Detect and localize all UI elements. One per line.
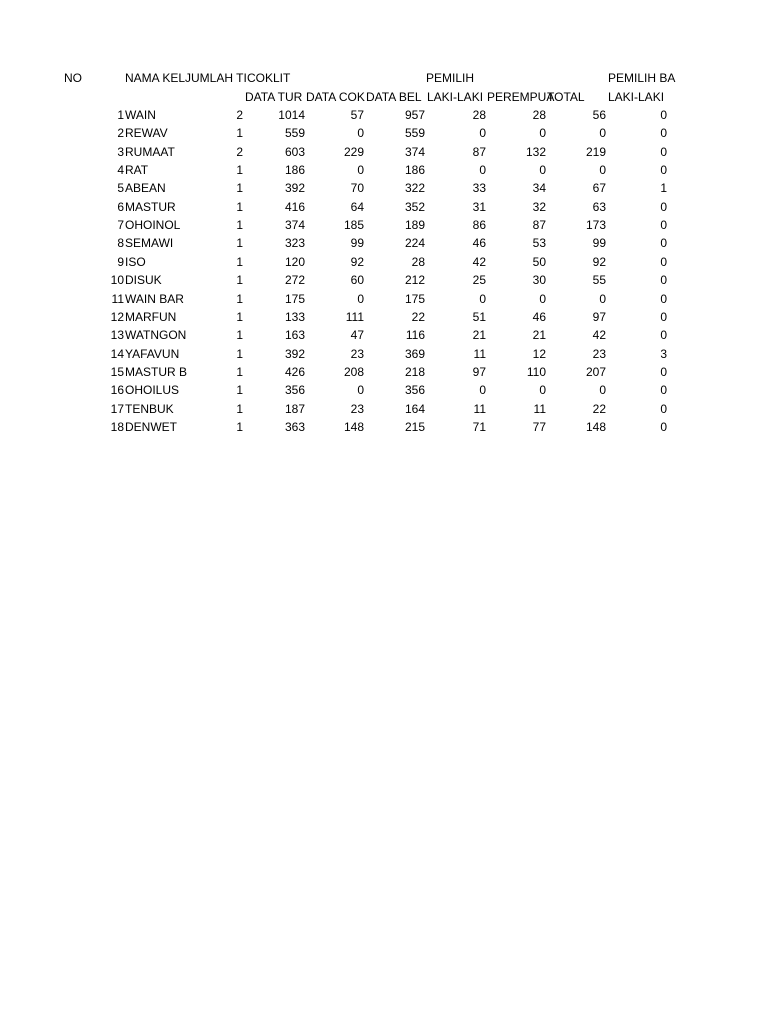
cell-data-turun: 186 xyxy=(284,163,305,178)
cell-no: 7 xyxy=(117,218,124,233)
cell-data-coklit: 148 xyxy=(343,419,364,434)
cell-laki-laki: 0 xyxy=(479,163,486,178)
cell-data-turun: 120 xyxy=(284,254,305,269)
header-coklit: COKLIT xyxy=(247,71,291,85)
cell-data-turun: 426 xyxy=(284,364,305,379)
cell-total: 0 xyxy=(599,163,606,178)
header-data-belum: DATA BEL xyxy=(366,90,422,104)
cell-baru-laki-laki: 0 xyxy=(660,273,667,288)
cell-data-belum: 374 xyxy=(404,144,425,159)
cell-total: 67 xyxy=(592,181,606,196)
cell-baru-laki-laki: 0 xyxy=(660,126,667,141)
cell-nama: SEMAWI xyxy=(125,236,174,251)
cell-nama: ABEAN xyxy=(125,181,166,196)
cell-tps: 1 xyxy=(236,364,243,379)
cell-data-turun: 356 xyxy=(284,383,305,398)
cell-nama: YAFAVUN xyxy=(125,346,180,361)
cell-nama: WAIN xyxy=(125,108,156,122)
table-row xyxy=(0,253,768,271)
cell-laki-laki: 87 xyxy=(472,144,486,159)
cell-data-belum: 322 xyxy=(404,181,425,196)
cell-tps: 1 xyxy=(236,383,243,398)
header-laki-laki: LAKI-LAKI xyxy=(427,90,484,104)
header-nama-kel: NAMA KEL xyxy=(125,71,186,85)
cell-total: 97 xyxy=(592,309,606,324)
cell-data-turun: 392 xyxy=(284,346,305,361)
cell-data-belum: 559 xyxy=(404,126,425,141)
cell-laki-laki: 97 xyxy=(472,364,486,379)
table-row xyxy=(0,418,768,436)
cell-data-turun: 603 xyxy=(284,144,305,159)
cell-nama: ISO xyxy=(125,254,146,269)
cell-no: 17 xyxy=(110,401,124,416)
cell-total: 63 xyxy=(592,199,606,214)
table-row xyxy=(0,198,768,216)
table-row xyxy=(0,363,768,381)
header-laki-laki-baru: LAKI-LAKI xyxy=(608,90,665,104)
cell-baru-laki-laki: 0 xyxy=(660,383,667,398)
cell-tps: 1 xyxy=(236,181,243,196)
cell-data-turun: 559 xyxy=(284,126,305,141)
cell-data-turun: 392 xyxy=(284,181,305,196)
cell-data-coklit: 57 xyxy=(350,108,364,122)
cell-total: 0 xyxy=(599,126,606,141)
cell-laki-laki: 21 xyxy=(472,328,486,343)
cell-total: 219 xyxy=(585,144,606,159)
header-pemilih: PEMILIH xyxy=(425,71,474,85)
cell-baru-laki-laki: 3 xyxy=(660,346,667,361)
cell-baru-laki-laki: 0 xyxy=(660,163,667,178)
cell-perempuan: 12 xyxy=(532,346,546,361)
cell-data-belum: 224 xyxy=(404,236,425,251)
cell-tps: 1 xyxy=(236,291,243,306)
cell-laki-laki: 0 xyxy=(479,291,486,306)
cell-nama: MARFUN xyxy=(125,309,177,324)
cell-total: 23 xyxy=(592,346,606,361)
cell-tps: 1 xyxy=(236,346,243,361)
table-row xyxy=(0,124,768,142)
cell-baru-laki-laki: 0 xyxy=(660,108,667,122)
cell-no: 14 xyxy=(110,346,124,361)
cell-baru-laki-laki: 0 xyxy=(660,199,667,214)
cell-laki-laki: 86 xyxy=(472,218,486,233)
cell-baru-laki-laki: 0 xyxy=(660,364,667,379)
cell-no: 11 xyxy=(111,291,124,306)
cell-data-turun: 416 xyxy=(284,199,305,214)
cell-data-coklit: 0 xyxy=(357,126,364,141)
cell-data-belum: 116 xyxy=(405,328,425,343)
cell-perempuan: 132 xyxy=(525,144,546,159)
cell-data-turun: 133 xyxy=(284,309,305,324)
cell-laki-laki: 11 xyxy=(473,401,486,416)
cell-laki-laki: 51 xyxy=(472,309,486,324)
cell-data-coklit: 185 xyxy=(343,218,364,233)
cell-laki-laki: 31 xyxy=(472,199,486,214)
cell-nama: WATNGON xyxy=(125,328,187,343)
cell-tps: 1 xyxy=(236,309,243,324)
cell-laki-laki: 46 xyxy=(472,236,486,251)
header-data-coklit: DATA COK xyxy=(306,90,365,104)
cell-data-belum: 28 xyxy=(411,254,425,269)
cell-tps: 2 xyxy=(236,144,243,159)
cell-data-coklit: 0 xyxy=(357,383,364,398)
table-row xyxy=(0,106,768,124)
header-perempuan: PEREMPUA xyxy=(487,90,555,104)
table-row xyxy=(0,345,768,363)
table-row xyxy=(0,400,768,418)
cell-laki-laki: 0 xyxy=(479,383,486,398)
cell-baru-laki-laki: 0 xyxy=(660,328,667,343)
cell-data-turun: 323 xyxy=(284,236,305,251)
cell-no: 15 xyxy=(110,364,124,379)
cell-laki-laki: 71 xyxy=(472,419,486,434)
cell-perempuan: 21 xyxy=(532,328,546,343)
cell-data-turun: 163 xyxy=(284,328,305,343)
cell-perempuan: 30 xyxy=(532,273,546,288)
cell-perempuan: 77 xyxy=(532,419,546,434)
cell-no: 18 xyxy=(110,419,124,434)
cell-no: 3 xyxy=(117,144,124,159)
header-jumlah-tps: JUMLAH TI xyxy=(185,71,247,85)
cell-no: 13 xyxy=(110,328,124,343)
header-pemilih-baru: PEMILIH BA xyxy=(608,71,676,85)
cell-baru-laki-laki: 0 xyxy=(660,419,667,434)
cell-nama: OHOILUS xyxy=(125,383,180,398)
cell-perempuan: 34 xyxy=(532,181,546,196)
cell-perempuan: 0 xyxy=(539,383,546,398)
header-data-turun: DATA TUR xyxy=(245,90,303,104)
cell-tps: 1 xyxy=(236,163,243,178)
cell-tps: 1 xyxy=(236,419,243,434)
cell-data-belum: 369 xyxy=(404,346,425,361)
cell-laki-laki: 25 xyxy=(472,273,486,288)
cell-data-belum: 212 xyxy=(404,273,425,288)
cell-nama: MASTUR B xyxy=(125,364,188,379)
cell-nama: OHOINOL xyxy=(125,218,181,233)
cell-data-belum: 356 xyxy=(404,383,425,398)
cell-total: 56 xyxy=(592,108,606,122)
cell-baru-laki-laki: 0 xyxy=(660,401,667,416)
cell-data-coklit: 64 xyxy=(350,199,364,214)
cell-data-coklit: 60 xyxy=(350,273,364,288)
cell-baru-laki-laki: 0 xyxy=(660,236,667,251)
cell-nama: RUMAAT xyxy=(125,144,175,159)
cell-data-coklit: 0 xyxy=(357,163,364,178)
cell-baru-laki-laki: 0 xyxy=(660,291,667,306)
cell-data-belum: 22 xyxy=(411,309,425,324)
header-row-1 xyxy=(0,69,768,87)
cell-no: 5 xyxy=(117,181,124,196)
cell-total: 55 xyxy=(592,273,606,288)
cell-total: 92 xyxy=(592,254,606,269)
cell-nama: DISUK xyxy=(125,273,162,288)
cell-data-belum: 218 xyxy=(404,364,425,379)
cell-data-coklit: 229 xyxy=(343,144,364,159)
cell-perempuan: 46 xyxy=(532,309,546,324)
cell-perempuan: 53 xyxy=(532,236,546,251)
cell-perempuan: 32 xyxy=(532,199,546,214)
cell-data-turun: 374 xyxy=(284,218,305,233)
cell-no: 12 xyxy=(110,309,124,324)
cell-tps: 1 xyxy=(236,236,243,251)
cell-laki-laki: 33 xyxy=(472,181,486,196)
cell-perempuan: 87 xyxy=(532,218,546,233)
cell-tps: 1 xyxy=(236,218,243,233)
header-row-2 xyxy=(0,88,768,106)
cell-data-belum: 186 xyxy=(404,163,425,178)
cell-perempuan: 50 xyxy=(532,254,546,269)
cell-data-coklit: 111 xyxy=(345,309,364,324)
cell-data-turun: 363 xyxy=(284,419,305,434)
cell-tps: 1 xyxy=(236,199,243,214)
cell-data-coklit: 23 xyxy=(350,346,364,361)
cell-nama: RAT xyxy=(125,163,149,178)
cell-tps: 1 xyxy=(236,254,243,269)
cell-no: 9 xyxy=(117,254,124,269)
cell-perempuan: 28 xyxy=(532,108,546,122)
table-row xyxy=(0,381,768,399)
cell-nama: DENWET xyxy=(125,419,177,434)
cell-perempuan: 0 xyxy=(539,291,546,306)
cell-data-belum: 189 xyxy=(404,218,425,233)
cell-tps: 1 xyxy=(236,273,243,288)
cell-no: 2 xyxy=(117,126,124,141)
cell-nama: MASTUR xyxy=(125,199,176,214)
cell-baru-laki-laki: 0 xyxy=(660,218,667,233)
cell-data-turun: 175 xyxy=(284,291,305,306)
table-row xyxy=(0,161,768,179)
header-no: NO xyxy=(64,71,82,85)
table-row xyxy=(0,271,768,289)
cell-laki-laki: 28 xyxy=(472,108,486,122)
cell-laki-laki: 0 xyxy=(479,126,486,141)
cell-perempuan: 11 xyxy=(533,401,546,416)
cell-tps: 2 xyxy=(236,108,243,122)
cell-data-belum: 957 xyxy=(404,108,425,122)
cell-nama: REWAV xyxy=(125,126,168,141)
cell-data-coklit: 23 xyxy=(350,401,364,416)
cell-tps: 1 xyxy=(236,328,243,343)
cell-data-turun: 1014 xyxy=(278,108,305,122)
cell-perempuan: 0 xyxy=(539,163,546,178)
cell-data-coklit: 208 xyxy=(343,364,364,379)
cell-total: 148 xyxy=(585,419,606,434)
cell-tps: 1 xyxy=(236,126,243,141)
cell-baru-laki-laki: 0 xyxy=(660,254,667,269)
table-row xyxy=(0,308,768,326)
table-row xyxy=(0,326,768,344)
cell-no: 10 xyxy=(110,273,124,288)
cell-total: 42 xyxy=(592,328,606,343)
cell-data-turun: 187 xyxy=(284,401,305,416)
cell-data-coklit: 47 xyxy=(350,328,364,343)
table-row xyxy=(0,143,768,161)
cell-data-coklit: 99 xyxy=(350,236,364,251)
header-total: TOTAL xyxy=(547,90,585,104)
cell-data-belum: 175 xyxy=(404,291,425,306)
cell-data-belum: 164 xyxy=(404,401,425,416)
cell-data-coklit: 92 xyxy=(350,254,364,269)
cell-baru-laki-laki: 0 xyxy=(660,144,667,159)
cell-data-belum: 215 xyxy=(404,419,425,434)
cell-laki-laki: 42 xyxy=(472,254,486,269)
cell-no: 1 xyxy=(117,108,124,122)
cell-data-coklit: 70 xyxy=(350,181,364,196)
cell-total: 22 xyxy=(592,401,606,416)
cell-baru-laki-laki: 1 xyxy=(660,181,667,196)
cell-nama: WAIN BAR xyxy=(125,291,184,306)
cell-baru-laki-laki: 0 xyxy=(660,309,667,324)
cell-total: 0 xyxy=(599,383,606,398)
cell-total: 0 xyxy=(599,291,606,306)
cell-perempuan: 0 xyxy=(539,126,546,141)
cell-data-coklit: 0 xyxy=(357,291,364,306)
table-row xyxy=(0,216,768,234)
cell-data-turun: 272 xyxy=(284,273,305,288)
table-row xyxy=(0,179,768,197)
cell-tps: 1 xyxy=(236,401,243,416)
cell-no: 4 xyxy=(117,163,124,178)
cell-no: 16 xyxy=(110,383,124,398)
cell-nama: TENBUK xyxy=(125,401,174,416)
table-row xyxy=(0,234,768,252)
cell-laki-laki: 11 xyxy=(473,346,486,361)
table-row xyxy=(0,290,768,308)
cell-total: 173 xyxy=(585,218,606,233)
cell-perempuan: 110 xyxy=(526,364,546,379)
cell-total: 99 xyxy=(592,236,606,251)
cell-no: 8 xyxy=(117,236,124,251)
cell-no: 6 xyxy=(117,199,124,214)
cell-data-belum: 352 xyxy=(404,199,425,214)
cell-total: 207 xyxy=(585,364,606,379)
